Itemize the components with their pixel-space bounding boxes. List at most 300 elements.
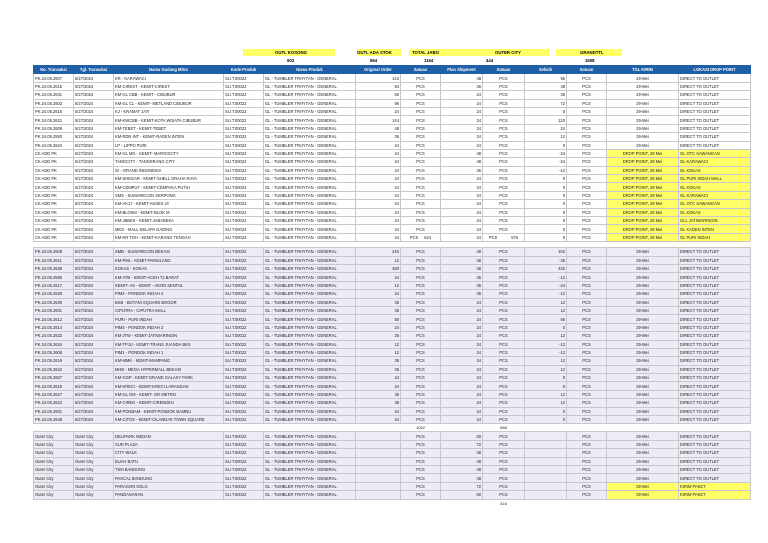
table-cell[interactable]: PCS bbox=[401, 323, 441, 331]
table-cell[interactable]: KR - KARAWACI bbox=[114, 74, 224, 82]
table-cell[interactable]: 48 bbox=[441, 149, 483, 157]
table-cell[interactable]: GL - TUMBLER TRHYTAN - GENERAL bbox=[264, 390, 356, 398]
table-cell[interactable]: 24 bbox=[441, 233, 483, 241]
table-cell[interactable]: SU.T.00022 bbox=[224, 374, 264, 382]
table-cell[interactable] bbox=[356, 457, 401, 465]
table-row[interactable] bbox=[34, 332, 751, 340]
table-cell[interactable]: PASCAL BANDUNG bbox=[114, 474, 224, 482]
table-cell[interactable]: PCS bbox=[401, 449, 441, 457]
table-cell[interactable]: PCS bbox=[567, 158, 607, 166]
table-cell[interactable]: 24 bbox=[441, 141, 483, 149]
table-cell[interactable]: PCS bbox=[483, 225, 525, 233]
table-cell[interactable]: PCS bbox=[401, 91, 441, 99]
table-cell[interactable]: PK.24.05.2617 bbox=[34, 281, 74, 289]
table-cell[interactable]: 5/27/2024 bbox=[74, 399, 114, 407]
table-cell[interactable]: PCS bbox=[483, 200, 525, 208]
table-cell[interactable]: Outer City bbox=[74, 440, 114, 448]
table-cell[interactable]: 5/27/2024 bbox=[74, 332, 114, 340]
table-cell[interactable]: 29-Mei bbox=[607, 432, 679, 440]
table-cell[interactable]: SU.T.00022 bbox=[224, 298, 264, 306]
table-cell[interactable]: PCS bbox=[483, 116, 525, 124]
table-cell[interactable]: PCS bbox=[483, 208, 525, 216]
table-row[interactable] bbox=[34, 315, 751, 323]
table-cell[interactable]: 24 bbox=[441, 225, 483, 233]
table-cell[interactable]: 5/27/2024 bbox=[74, 82, 114, 90]
table-cell[interactable]: 29-Mei bbox=[607, 457, 679, 465]
table-cell[interactable]: PK.24.05.2619 bbox=[34, 357, 74, 365]
table-cell[interactable]: LP - LIPPO PURI bbox=[114, 141, 224, 149]
table-cell[interactable]: 36 bbox=[525, 91, 567, 99]
table-cell[interactable]: 120 bbox=[525, 116, 567, 124]
table-cell[interactable]: GL - TUMBLER TRHYTAN - GENERAL bbox=[264, 133, 356, 141]
table-cell[interactable]: 24 bbox=[441, 399, 483, 407]
table-cell[interactable]: PCS bbox=[401, 440, 441, 448]
table-cell[interactable]: SU.T.00022 bbox=[224, 399, 264, 407]
table-cell[interactable]: DIRECT TO OUTLET bbox=[679, 141, 751, 149]
table-cell[interactable] bbox=[525, 440, 567, 448]
table-cell[interactable]: PCS bbox=[567, 107, 607, 115]
table-row[interactable] bbox=[34, 200, 751, 208]
table-cell[interactable]: PCS bbox=[483, 315, 525, 323]
table-cell[interactable]: PCS bbox=[483, 340, 525, 348]
table-cell[interactable]: 24 bbox=[356, 158, 401, 166]
table-cell[interactable]: 29-Mei bbox=[607, 449, 679, 457]
table-cell[interactable]: PCS 576 bbox=[483, 233, 525, 241]
table-cell[interactable]: KM-GL CBB - KEMIT - CIBUBUR bbox=[114, 91, 224, 99]
table-cell[interactable]: PK.24.05.2607 bbox=[34, 374, 74, 382]
table-cell[interactable]: GL - TUMBLER TRHYTAN - GENERAL bbox=[264, 332, 356, 340]
table-cell[interactable]: PCS bbox=[483, 365, 525, 373]
table-cell[interactable]: CK ADD PK bbox=[34, 233, 74, 241]
table-cell[interactable]: 48 bbox=[441, 248, 483, 256]
table-cell[interactable]: PK.24.05.2634 bbox=[34, 340, 74, 348]
table-cell[interactable]: 24 bbox=[441, 306, 483, 314]
table-cell[interactable]: PCS bbox=[483, 124, 525, 132]
table-cell[interactable]: GL - TUMBLER TRHYTAN - GENERAL bbox=[264, 290, 356, 298]
table-cell[interactable]: PCS bbox=[483, 158, 525, 166]
table-cell[interactable]: PCS bbox=[401, 175, 441, 183]
table-cell[interactable]: PCS bbox=[483, 306, 525, 314]
table-cell[interactable]: 5/27/2024 bbox=[74, 298, 114, 306]
table-cell[interactable]: PCS bbox=[567, 432, 607, 440]
table-cell[interactable]: 24 bbox=[441, 116, 483, 124]
table-cell[interactable]: 0 bbox=[525, 183, 567, 191]
table-cell[interactable]: 29-Mei bbox=[607, 290, 679, 298]
table-cell[interactable]: GL - TUMBLER TRHYTAN - GENERAL bbox=[264, 233, 356, 241]
table-cell[interactable]: 24 bbox=[441, 365, 483, 373]
table-cell[interactable]: CK ADD PK bbox=[34, 183, 74, 191]
table-cell[interactable]: GL - TUMBLER TRHYTAN - GENERAL bbox=[264, 382, 356, 390]
table-cell[interactable]: SU.T.00022 bbox=[224, 248, 264, 256]
table-cell[interactable]: PK.24.05.2638 bbox=[34, 264, 74, 272]
table-cell[interactable]: 36 bbox=[356, 365, 401, 373]
table-cell[interactable]: 29-Mei bbox=[607, 323, 679, 331]
table-cell[interactable]: 36 bbox=[356, 332, 401, 340]
table-cell[interactable]: PK.24.05.2611 bbox=[34, 256, 74, 264]
table-cell[interactable]: SU.T.00022 bbox=[224, 449, 264, 457]
table-cell[interactable]: -24 bbox=[525, 149, 567, 157]
table-cell[interactable]: KM-MMK - KEMIT-MAMPANG bbox=[114, 357, 224, 365]
table-cell[interactable]: 29-Mei bbox=[607, 298, 679, 306]
table-cell[interactable]: PCS bbox=[401, 217, 441, 225]
table-cell[interactable]: PCS bbox=[567, 365, 607, 373]
table-cell[interactable]: 5/27/2024 bbox=[74, 407, 114, 415]
table-cell[interactable]: SU.T.00022 bbox=[224, 365, 264, 373]
table-cell[interactable]: PCS bbox=[401, 491, 441, 499]
table-cell[interactable]: PCS bbox=[567, 99, 607, 107]
table-cell[interactable]: 12 bbox=[525, 399, 567, 407]
table-cell[interactable]: PCS bbox=[483, 74, 525, 82]
column-header[interactable]: Tgl. Transaksi bbox=[74, 66, 114, 74]
table-cell[interactable]: GL - TUMBLER TRHYTAN - GENERAL bbox=[264, 306, 356, 314]
table-cell[interactable]: -12 bbox=[525, 348, 567, 356]
table-cell[interactable]: PCS bbox=[567, 298, 607, 306]
table-cell[interactable]: PCS bbox=[483, 82, 525, 90]
table-cell[interactable]: KM-GGP - KEMIT-GRAND GALAXY PARK bbox=[114, 374, 224, 382]
table-cell[interactable]: 5/27/2024 bbox=[74, 166, 114, 174]
table-cell[interactable]: DROP POINT, 29 Mei bbox=[607, 158, 679, 166]
table-row[interactable] bbox=[34, 465, 751, 473]
table-cell[interactable]: 24 bbox=[356, 290, 401, 298]
table-cell[interactable]: PCS bbox=[483, 390, 525, 398]
table-cell[interactable]: GL - TUMBLER TRHYTAN - GENERAL bbox=[264, 357, 356, 365]
table-cell[interactable]: 5/27/2024 bbox=[74, 149, 114, 157]
table-cell[interactable]: SU.T.00022 bbox=[224, 82, 264, 90]
table-cell[interactable]: PCS bbox=[401, 290, 441, 298]
table-row[interactable] bbox=[34, 348, 751, 356]
table-cell[interactable]: 29-Mei bbox=[607, 374, 679, 382]
table-cell[interactable]: DROP POINT, 29 Mei bbox=[607, 208, 679, 216]
table-cell[interactable]: SU.T.00022 bbox=[224, 116, 264, 124]
table-cell[interactable]: PK.24.05.2639 bbox=[34, 298, 74, 306]
table-cell[interactable]: KM-CIREN - KEMIT-CIRENDEU bbox=[114, 399, 224, 407]
table-cell[interactable]: SU.T.00022 bbox=[224, 141, 264, 149]
table-cell[interactable]: 56 bbox=[525, 315, 567, 323]
column-header[interactable]: No. Transaksi bbox=[34, 66, 74, 74]
table-cell[interactable]: 36 bbox=[356, 390, 401, 398]
table-cell[interactable]: 5/27/2024 bbox=[74, 340, 114, 348]
table-cell[interactable]: 29-Mei bbox=[607, 357, 679, 365]
table-cell[interactable]: PCS bbox=[483, 440, 525, 448]
table-cell[interactable]: SU.T.00022 bbox=[224, 390, 264, 398]
table-cell[interactable]: SU.T.00022 bbox=[224, 315, 264, 323]
table-row[interactable] bbox=[34, 183, 751, 191]
table-cell[interactable]: 24 bbox=[356, 166, 401, 174]
table-cell[interactable]: PCS bbox=[483, 457, 525, 465]
table-cell[interactable]: 36 bbox=[356, 399, 401, 407]
table-cell[interactable]: 24 bbox=[356, 323, 401, 331]
table-cell[interactable]: PCS bbox=[483, 107, 525, 115]
table-cell[interactable] bbox=[525, 465, 567, 473]
table-cell[interactable]: PCS bbox=[401, 273, 441, 281]
table-cell[interactable]: Outer City bbox=[34, 432, 74, 440]
table-cell[interactable]: KOKAS - KOKAS bbox=[114, 264, 224, 272]
table-cell[interactable]: SU.T.00022 bbox=[224, 166, 264, 174]
table-cell[interactable]: PCS bbox=[567, 133, 607, 141]
table-cell[interactable]: PCS bbox=[567, 264, 607, 272]
table-cell[interactable]: 29-Mei bbox=[607, 399, 679, 407]
table-cell[interactable]: 48 bbox=[441, 474, 483, 482]
table-cell[interactable]: 24 bbox=[441, 200, 483, 208]
table-cell[interactable]: PCS bbox=[567, 281, 607, 289]
table-cell[interactable]: DIRECT TO OUTLET bbox=[679, 91, 751, 99]
table-row[interactable] bbox=[34, 340, 751, 348]
table-cell[interactable]: PCS bbox=[483, 298, 525, 306]
table-cell[interactable]: 12 bbox=[356, 256, 401, 264]
table-cell[interactable]: PCS bbox=[567, 449, 607, 457]
table-cell[interactable]: 12 bbox=[356, 340, 401, 348]
table-row[interactable] bbox=[34, 191, 751, 199]
table-cell[interactable]: PK.24.05.2601 bbox=[34, 407, 74, 415]
table-cell[interactable]: PCS bbox=[567, 315, 607, 323]
table-cell[interactable]: PK.24.05.2615 bbox=[34, 107, 74, 115]
table-cell[interactable]: GL - TUMBLER TRHYTAN - GENERAL bbox=[264, 482, 356, 490]
table-cell[interactable]: 24 bbox=[441, 191, 483, 199]
table-row[interactable] bbox=[34, 158, 751, 166]
table-cell[interactable]: CK ADD PK bbox=[34, 158, 74, 166]
table-cell[interactable]: DIRECT TO OUTLET bbox=[679, 116, 751, 124]
table-cell[interactable]: CK ADD PK bbox=[34, 200, 74, 208]
table-cell[interactable]: 24 bbox=[356, 141, 401, 149]
table-cell[interactable]: SU.T.00022 bbox=[224, 382, 264, 390]
table-cell[interactable]: SU.T.00022 bbox=[224, 332, 264, 340]
table-cell[interactable]: PCS bbox=[567, 74, 607, 82]
table-cell[interactable]: GL - TUMBLER TRHYTAN - GENERAL bbox=[264, 225, 356, 233]
table-cell[interactable]: PK.24.05.2642 bbox=[34, 365, 74, 373]
table-cell[interactable]: PCS bbox=[483, 133, 525, 141]
table-cell[interactable] bbox=[356, 465, 401, 473]
table-cell[interactable]: 24 bbox=[441, 183, 483, 191]
table-cell[interactable]: PK.24.05.2608 bbox=[34, 348, 74, 356]
table-cell[interactable]: Outer City bbox=[34, 491, 74, 499]
table-cell[interactable]: GL - TUMBLER TRHYTAN - GENERAL bbox=[264, 273, 356, 281]
table-cell[interactable]: PCS bbox=[483, 348, 525, 356]
table-cell[interactable]: DROP POINT, 29 Mei bbox=[607, 233, 679, 241]
table-cell[interactable]: 5/27/2024 bbox=[74, 382, 114, 390]
table-cell[interactable]: DIRECT TO OUTLET bbox=[679, 390, 751, 398]
table-cell[interactable]: KM-KR TGH - KEMIT-KARANG TENGAH bbox=[114, 233, 224, 241]
table-row[interactable] bbox=[34, 298, 751, 306]
table-cell[interactable]: GL - TUMBLER TRHYTAN - GENERAL bbox=[264, 399, 356, 407]
table-cell[interactable]: 29-Mei bbox=[607, 340, 679, 348]
table-cell[interactable]: PCS bbox=[401, 149, 441, 157]
table-cell[interactable]: GL - TUMBLER TRHYTAN - GENERAL bbox=[264, 141, 356, 149]
table-cell[interactable]: SU.T.00022 bbox=[224, 99, 264, 107]
table-row[interactable] bbox=[34, 74, 751, 82]
table-cell[interactable]: 0 bbox=[525, 175, 567, 183]
table-cell[interactable]: 24 bbox=[441, 416, 483, 424]
table-cell[interactable]: -24 bbox=[525, 158, 567, 166]
table-cell[interactable] bbox=[525, 457, 567, 465]
table-cell[interactable] bbox=[525, 482, 567, 490]
table-cell[interactable]: GL - TUMBLER TRHYTAN - GENERAL bbox=[264, 374, 356, 382]
table-cell[interactable]: 29-Mei bbox=[607, 91, 679, 99]
table-cell[interactable]: 29-Mei bbox=[607, 332, 679, 340]
table-cell[interactable]: SU.T.00022 bbox=[224, 348, 264, 356]
table-cell[interactable]: 0 bbox=[525, 416, 567, 424]
table-cell[interactable]: KJ - KRAMAT JATI bbox=[114, 107, 224, 115]
table-cell[interactable]: KEMIT- AS - KEMIT - AEON SENTUL bbox=[114, 281, 224, 289]
table-cell[interactable]: KM-CEMPUT - KEMIT-CEMPAKA PUTIH bbox=[114, 183, 224, 191]
table-cell[interactable]: PCS bbox=[401, 183, 441, 191]
table-cell[interactable]: 29-Mei bbox=[607, 482, 679, 490]
table-cell[interactable]: DIRECT TO OUTLET bbox=[679, 264, 751, 272]
table-cell[interactable]: PCS bbox=[483, 332, 525, 340]
table-cell[interactable]: KIRIM PAKET bbox=[679, 482, 751, 490]
table-cell[interactable]: 5/27/2024 bbox=[74, 183, 114, 191]
table-cell[interactable]: DELIPARK MEDAN bbox=[114, 432, 224, 440]
table-cell[interactable]: 5/27/2024 bbox=[74, 290, 114, 298]
table-cell[interactable]: PCS bbox=[401, 264, 441, 272]
table-cell[interactable]: CK ADD PK bbox=[34, 166, 74, 174]
table-cell[interactable]: 5/27/2024 bbox=[74, 248, 114, 256]
table-cell[interactable]: PCS bbox=[483, 248, 525, 256]
table-cell[interactable]: PIM3 - PONDOK INDAH 3 bbox=[114, 323, 224, 331]
table-cell[interactable]: 12 bbox=[356, 348, 401, 356]
table-cell[interactable]: 0 bbox=[525, 208, 567, 216]
table-cell[interactable]: SU.T.00022 bbox=[224, 340, 264, 348]
table-cell[interactable]: 12 bbox=[525, 133, 567, 141]
table-cell[interactable]: PCS bbox=[401, 407, 441, 415]
table-cell[interactable]: 5/27/2024 bbox=[74, 141, 114, 149]
table-cell[interactable]: MHB - MEGA HYPERMALL BEKASI bbox=[114, 365, 224, 373]
table-cell[interactable]: 36 bbox=[356, 298, 401, 306]
table-cell[interactable]: PCS bbox=[483, 149, 525, 157]
table-cell[interactable]: GL - TUMBLER TRHYTAN - GENERAL bbox=[264, 183, 356, 191]
table-cell[interactable]: DROP POINT, 29 Mei bbox=[607, 149, 679, 157]
table-cell[interactable]: GL - TUMBLER TRHYTAN - GENERAL bbox=[264, 416, 356, 424]
table-cell[interactable]: PK.24.05.2615 bbox=[34, 82, 74, 90]
table-cell[interactable]: SU.T.00022 bbox=[224, 74, 264, 82]
table-cell[interactable]: PCS bbox=[401, 390, 441, 398]
table-cell[interactable]: 24 bbox=[356, 273, 401, 281]
table-cell[interactable]: PCS bbox=[483, 382, 525, 390]
table-row[interactable] bbox=[34, 166, 751, 174]
table-cell[interactable]: DROP POINT, 29 Mei bbox=[607, 183, 679, 191]
table-cell[interactable]: DIRECT TO OUTLET bbox=[679, 474, 751, 482]
table-cell[interactable]: GL - TUMBLER TRHYTAN - GENERAL bbox=[264, 175, 356, 183]
table-cell[interactable]: DIRECT TO OUTLET bbox=[679, 332, 751, 340]
table-cell[interactable]: DROP POINT, 29 Mei bbox=[607, 200, 679, 208]
table-cell[interactable]: PCS bbox=[567, 200, 607, 208]
table-cell[interactable]: SUN PLAZA bbox=[114, 440, 224, 448]
table-cell[interactable]: 29-Mei bbox=[607, 465, 679, 473]
table-cell[interactable]: 5/27/2024 bbox=[74, 315, 114, 323]
table-cell[interactable]: GI - GRAND INDONESIA bbox=[114, 166, 224, 174]
table-cell[interactable]: SU.T.00022 bbox=[224, 91, 264, 99]
table-cell[interactable]: 48 bbox=[356, 124, 401, 132]
table-row[interactable] bbox=[34, 474, 751, 482]
table-cell[interactable]: PK.24.05.2614 bbox=[34, 323, 74, 331]
table-cell[interactable]: 0 bbox=[525, 217, 567, 225]
table-cell[interactable]: PCS bbox=[401, 133, 441, 141]
table-cell[interactable]: KM-ATB - KEMIT-ACEH TJ.BARAT bbox=[114, 273, 224, 281]
table-cell[interactable]: PCS bbox=[567, 474, 607, 482]
table-cell[interactable]: 60 bbox=[441, 432, 483, 440]
table-cell[interactable]: 24 bbox=[356, 191, 401, 199]
table-cell[interactable]: 24 bbox=[356, 175, 401, 183]
table-cell[interactable]: GL KOKAS bbox=[679, 208, 751, 216]
table-cell[interactable]: SU.T.00022 bbox=[224, 432, 264, 440]
table-cell[interactable]: PCS bbox=[401, 306, 441, 314]
table-cell[interactable]: 24 bbox=[441, 315, 483, 323]
table-cell[interactable]: PCS bbox=[567, 149, 607, 157]
table-row[interactable] bbox=[34, 99, 751, 107]
table-cell[interactable]: 24 bbox=[356, 183, 401, 191]
table-cell[interactable]: 5/27/2024 bbox=[74, 191, 114, 199]
table-cell[interactable]: PCS bbox=[401, 399, 441, 407]
table-cell[interactable]: PCS bbox=[401, 107, 441, 115]
table-cell[interactable] bbox=[525, 449, 567, 457]
table-cell[interactable]: PK.24.05.2622 bbox=[34, 399, 74, 407]
table-cell[interactable]: 29-Mei bbox=[607, 306, 679, 314]
table-cell[interactable]: SU.T.00022 bbox=[224, 107, 264, 115]
table-cell[interactable]: PCS bbox=[567, 233, 607, 241]
table-cell[interactable]: 29-Mei bbox=[607, 107, 679, 115]
table-cell[interactable]: DIRECT TO OUTLET bbox=[679, 74, 751, 82]
table-cell[interactable]: 24 bbox=[441, 407, 483, 415]
table-cell[interactable]: KIRIM PAKET bbox=[679, 491, 751, 499]
table-cell[interactable]: PCS bbox=[401, 357, 441, 365]
table-cell[interactable]: PCS bbox=[567, 141, 607, 149]
table-cell[interactable]: GL - TUMBLER TRHYTAN - GENERAL bbox=[264, 158, 356, 166]
table-cell[interactable]: 24 bbox=[441, 340, 483, 348]
table-cell[interactable]: KM-KWCBB - KEMIT-KOTA WISATA CIBUBUR bbox=[114, 116, 224, 124]
table-cell[interactable]: DIRECT TO OUTLET bbox=[679, 407, 751, 415]
table-cell[interactable]: PCS bbox=[567, 116, 607, 124]
table-cell[interactable]: 29-Mei bbox=[607, 133, 679, 141]
table-cell[interactable]: 5/27/2024 bbox=[74, 306, 114, 314]
table-cell[interactable]: 12 bbox=[525, 365, 567, 373]
column-header[interactable]: Original Order bbox=[356, 66, 401, 74]
table-cell[interactable]: KM-JBBEK - KEMIT-JABABEKA bbox=[114, 217, 224, 225]
table-cell[interactable]: PCS bbox=[567, 390, 607, 398]
table-cell[interactable]: PCS bbox=[401, 465, 441, 473]
table-cell[interactable]: DIRECT TO OUTLET bbox=[679, 306, 751, 314]
table-cell[interactable]: PCS bbox=[567, 175, 607, 183]
table-cell[interactable]: 144 bbox=[356, 74, 401, 82]
table-cell[interactable]: GL - TUMBLER TRHYTAN - GENERAL bbox=[264, 323, 356, 331]
table-cell[interactable]: PK.24.05.2632 bbox=[34, 332, 74, 340]
table-cell[interactable]: PCS bbox=[401, 365, 441, 373]
table-cell[interactable]: GL - TUMBLER TRHYTAN - GENERAL bbox=[264, 440, 356, 448]
table-cell[interactable]: 29-Mei bbox=[607, 365, 679, 373]
table-cell[interactable]: DIRECT TO OUTLET bbox=[679, 290, 751, 298]
table-cell[interactable]: GL - TUMBLER TRHYTAN - GENERAL bbox=[264, 166, 356, 174]
table-cell[interactable]: DIRECT TO OUTLET bbox=[679, 399, 751, 407]
table-cell[interactable]: 36 bbox=[356, 357, 401, 365]
table-cell[interactable]: 144 bbox=[356, 116, 401, 124]
table-cell[interactable]: KM-SHEGAR - KEMIT-SHELL GRAHA RAYA bbox=[114, 175, 224, 183]
table-cell[interactable] bbox=[525, 491, 567, 499]
table-row[interactable] bbox=[34, 357, 751, 365]
table-cell[interactable]: 5/27/2024 bbox=[74, 175, 114, 183]
table-cell[interactable]: GL - TUMBLER TRHYTAN - GENERAL bbox=[264, 474, 356, 482]
table-cell[interactable]: 29-Mei bbox=[607, 99, 679, 107]
table-cell[interactable]: -12 bbox=[525, 340, 567, 348]
table-cell[interactable]: PCS bbox=[483, 482, 525, 490]
table-row[interactable] bbox=[34, 256, 751, 264]
table-cell[interactable]: PK.24.05.2648 bbox=[34, 416, 74, 424]
table-cell[interactable]: 24 bbox=[441, 332, 483, 340]
table-cell[interactable]: SU.T.00022 bbox=[224, 407, 264, 415]
table-cell[interactable]: GL - TUMBLER TRHYTAN - GENERAL bbox=[264, 116, 356, 124]
table-cell[interactable]: PARAGON SOLO bbox=[114, 482, 224, 490]
table-cell[interactable]: PCS bbox=[401, 416, 441, 424]
table-cell[interactable]: PCS bbox=[401, 382, 441, 390]
table-row[interactable] bbox=[34, 233, 751, 241]
table-cell[interactable]: DIRECT TO OUTLET bbox=[679, 273, 751, 281]
